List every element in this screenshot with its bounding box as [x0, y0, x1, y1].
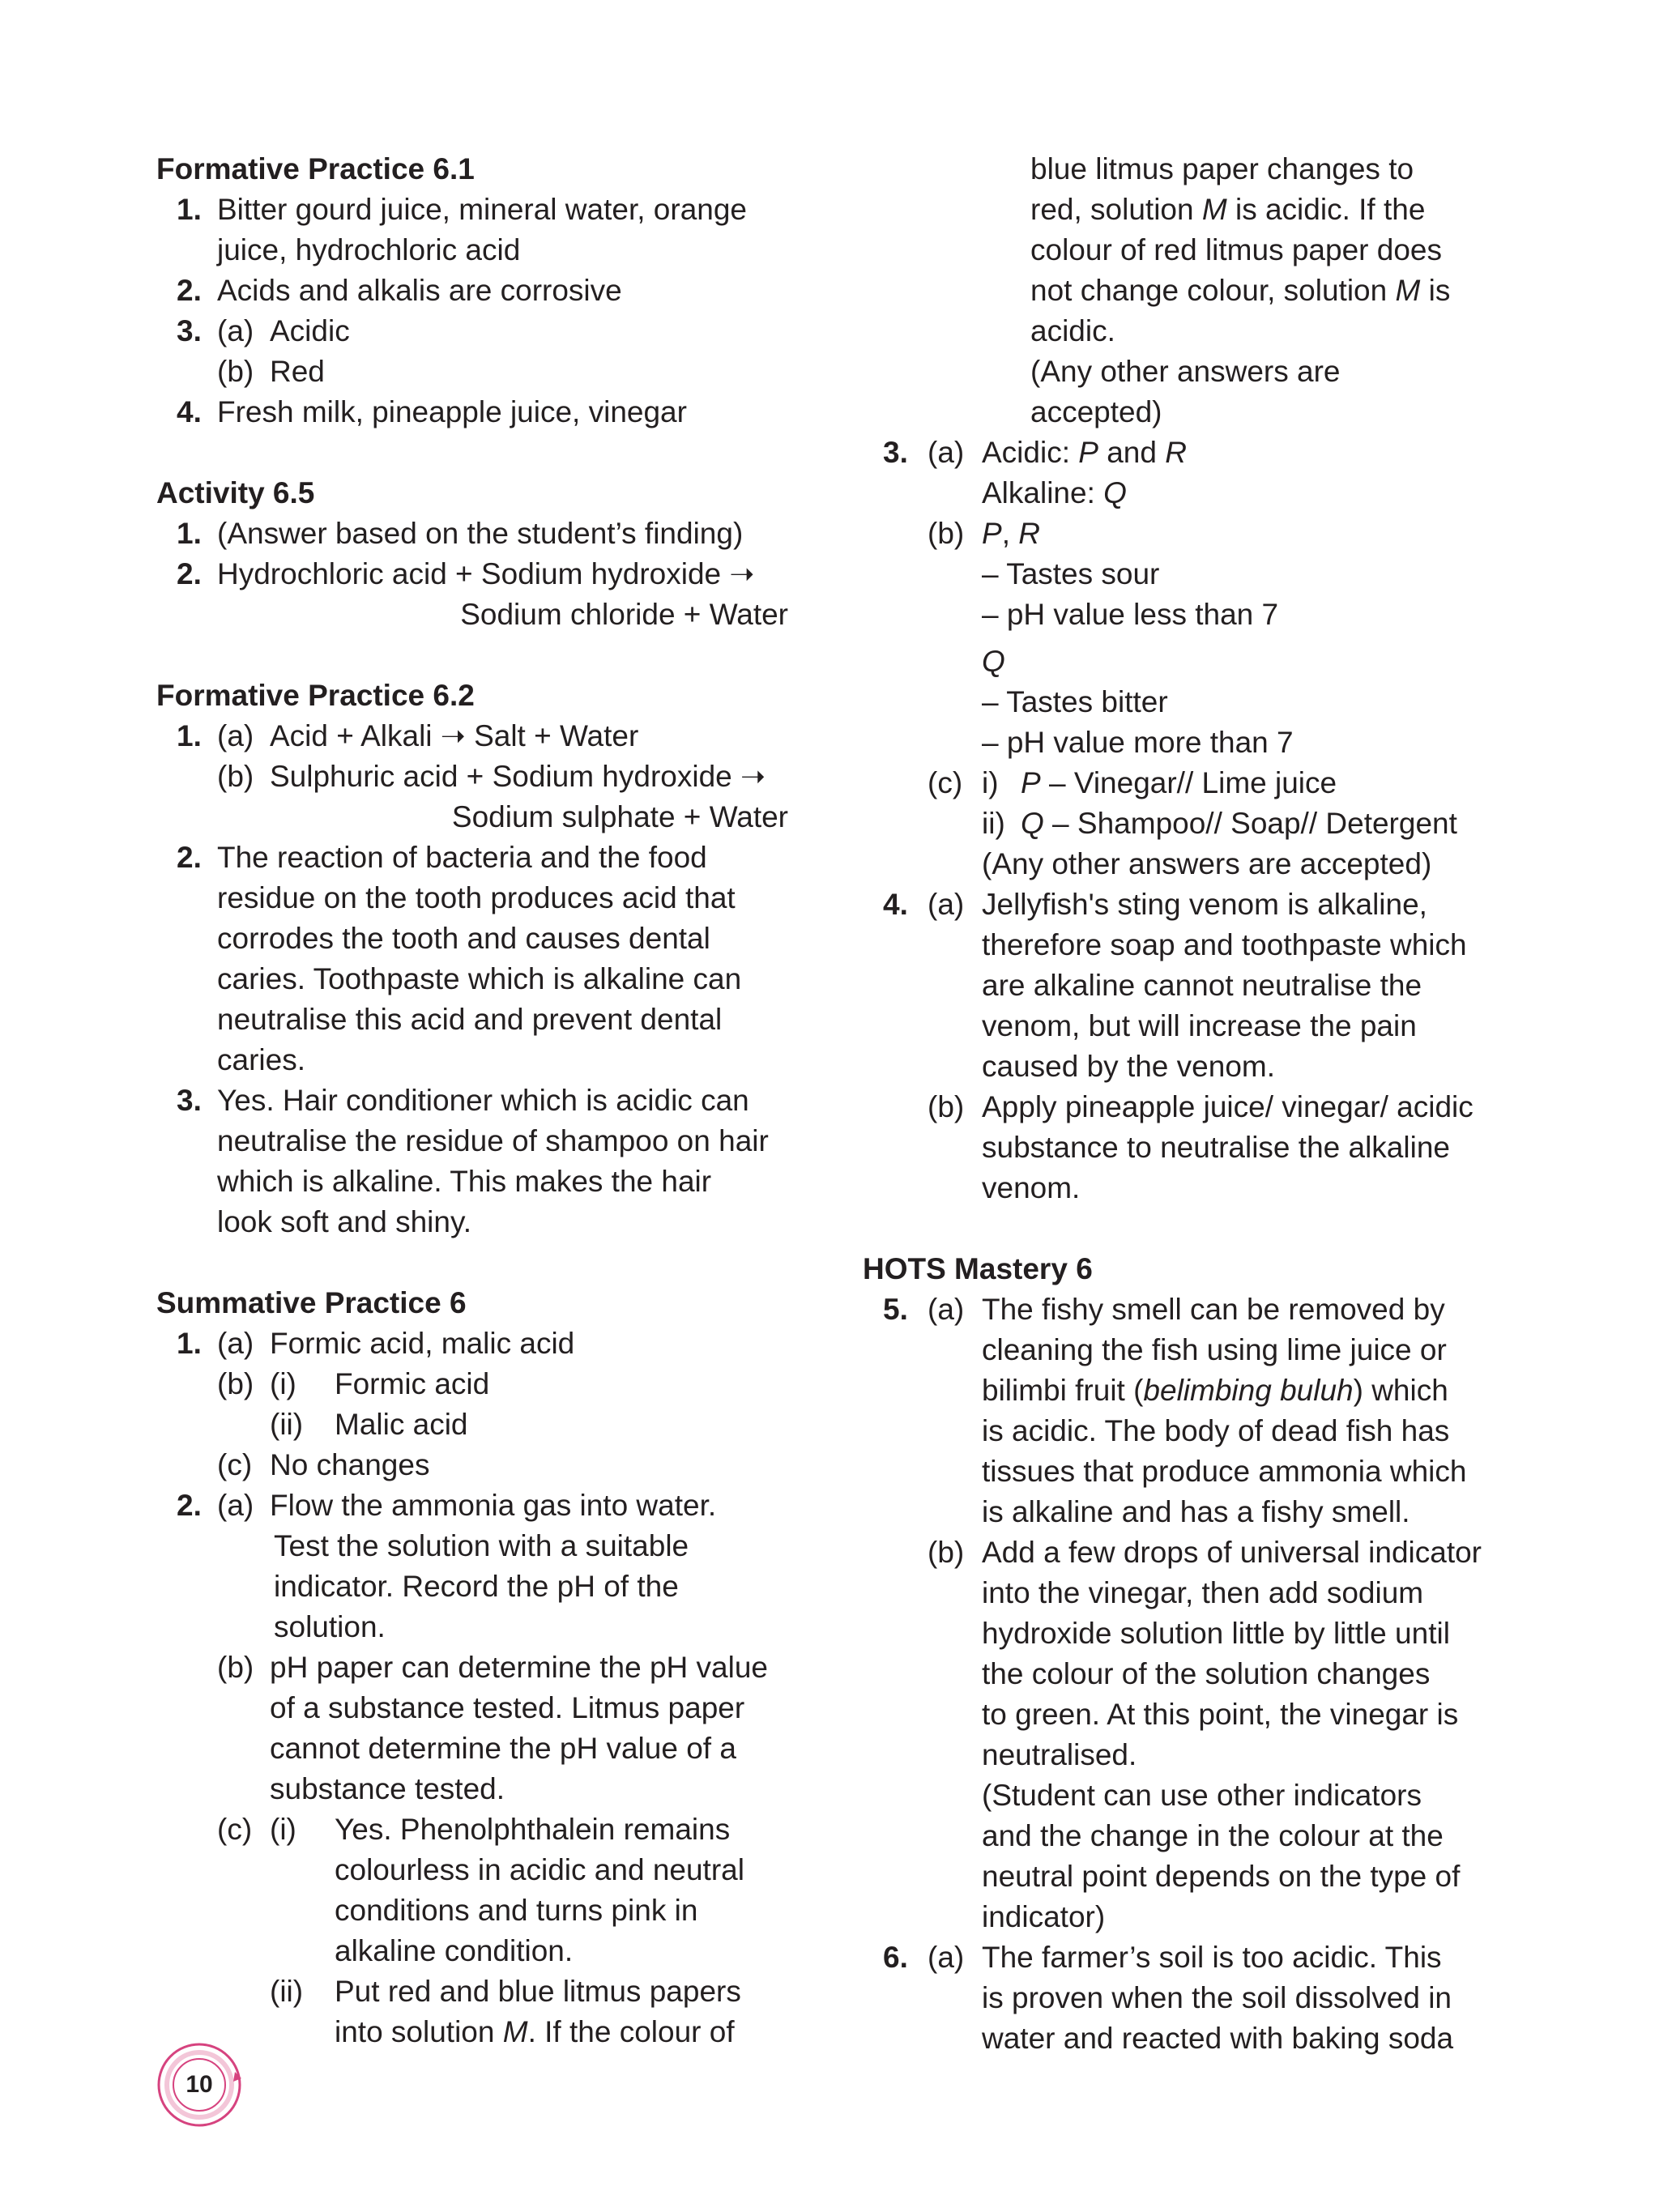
answer-line — [156, 1688, 804, 1728]
text-run: red, solution — [1030, 193, 1202, 226]
answer-text: to green. At this point, the vinegar is — [982, 1698, 1459, 1731]
answer-line — [867, 1613, 1531, 1654]
variable: M — [1201, 193, 1227, 226]
answer-line — [156, 797, 804, 837]
answer-line — [867, 1168, 1531, 1208]
question-number: 3. — [177, 314, 202, 347]
answer-text: neutralise this acid and prevent dental — [217, 1003, 723, 1036]
answer-line — [867, 352, 1531, 392]
answer-line — [156, 1121, 804, 1161]
answer-text: pH paper can determine the pH value — [270, 1651, 768, 1684]
answer-line — [156, 554, 804, 595]
sub-label: (b) — [217, 1367, 254, 1400]
answer-line — [156, 837, 804, 878]
question-number: 3. — [883, 436, 908, 469]
answer-line — [156, 1161, 804, 1202]
answer-line — [867, 1654, 1531, 1694]
question-number: 2. — [177, 557, 202, 590]
answer-text: Formic acid, malic acid — [270, 1327, 575, 1360]
answer-text: water and reacted with baking soda — [982, 2022, 1454, 2055]
sub-label: (a) — [928, 436, 965, 469]
answer-line — [867, 1006, 1531, 1046]
answer-text: corrodes the tooth and causes dental — [217, 922, 710, 955]
answer-line — [867, 1411, 1531, 1451]
answer-line — [867, 595, 1531, 635]
variable: M — [1395, 274, 1421, 307]
text-run: ) which — [1353, 1374, 1448, 1407]
sub-label: (b) — [217, 1651, 254, 1684]
answer-text — [982, 473, 1127, 514]
answer-text: venom, but will increase the pain — [982, 1009, 1417, 1042]
sub-label: (a) — [928, 1941, 965, 1974]
answer-line — [867, 1532, 1531, 1573]
text-run: – Vinegar// Lime juice — [1040, 766, 1337, 799]
summative-continuation — [867, 149, 1531, 433]
sub-label: (b) — [928, 1536, 965, 1569]
answer-line — [156, 514, 804, 554]
answer-line — [867, 311, 1531, 352]
answer-text: The farmer’s soil is too acidic. This — [982, 1941, 1442, 1974]
answer-text — [982, 433, 1187, 473]
answer-line — [156, 1809, 804, 1850]
answer-line — [867, 473, 1531, 514]
variable: P — [1021, 766, 1041, 799]
answer-line — [156, 1971, 804, 2012]
answer-text: neutralised. — [982, 1738, 1137, 1771]
answer-line — [156, 1323, 804, 1364]
answer-text: (Student can use other indicators — [982, 1779, 1422, 1812]
sub-label: (a) — [217, 1327, 254, 1360]
answer-line — [156, 1890, 804, 1931]
question-number: 1. — [177, 517, 202, 550]
answer-text: Formic acid — [335, 1367, 490, 1400]
variable: Q — [1103, 476, 1127, 509]
variable: Q — [1021, 807, 1044, 840]
text-run: Alkaline: — [982, 476, 1104, 509]
answer-line — [867, 803, 1531, 844]
answer-line — [156, 1485, 804, 1526]
answer-line — [867, 635, 1531, 682]
answer-text: (Any other answers are accepted) — [982, 847, 1432, 880]
sub-label: (i) — [270, 1367, 296, 1400]
question-number: 3. — [177, 1084, 202, 1117]
sub-label: (b) — [217, 355, 254, 388]
answer-line — [867, 1816, 1531, 1856]
answer-text: The fishy smell can be removed by — [982, 1293, 1445, 1326]
text-run: , — [1001, 517, 1019, 550]
sub-label: (i) — [270, 1813, 296, 1846]
answer-line — [867, 1856, 1531, 1897]
answer-text — [1021, 763, 1337, 803]
answer-line — [156, 1526, 804, 1566]
answer-line — [156, 1728, 804, 1769]
answer-line — [156, 1040, 804, 1080]
answer-line — [156, 1607, 804, 1647]
answer-text: – Tastes bitter — [982, 685, 1168, 718]
answer-line — [156, 1404, 804, 1445]
answer-line — [867, 149, 1531, 190]
answer-text: is proven when the soil dissolved in — [982, 1981, 1452, 2014]
text-run: Acidic: — [982, 436, 1079, 469]
sub-label: (c) — [217, 1448, 253, 1481]
sub-label: (a) — [928, 1293, 965, 1326]
answer-text: Put red and blue litmus papers — [335, 1975, 741, 2008]
answer-text: Add a few drops of universal indicator — [982, 1536, 1482, 1569]
answer-line — [156, 352, 804, 392]
sub-label: (b) — [928, 1090, 965, 1123]
answer-text: residue on the tooth produces acid that — [217, 881, 736, 914]
answer-line — [867, 1127, 1531, 1168]
activity-6-5 — [156, 473, 804, 635]
sub-label: (a) — [217, 314, 254, 347]
answer-line — [867, 1978, 1531, 2018]
answer-line — [867, 1937, 1531, 1978]
answer-text: of a substance tested. Litmus paper — [270, 1691, 745, 1724]
answer-line — [867, 925, 1531, 965]
section-heading: Activity 6.5 — [156, 476, 315, 509]
answer-text: conditions and turns pink in — [335, 1894, 698, 1927]
answer-text — [1030, 190, 1425, 230]
variable: Q — [982, 645, 1005, 678]
answer-text: alkaline condition. — [335, 1934, 574, 1967]
answer-line — [867, 1735, 1531, 1775]
answer-line — [156, 1445, 804, 1485]
variable: R — [1165, 436, 1187, 469]
sub-label: i) — [982, 766, 999, 799]
variable: M — [502, 2015, 528, 2048]
section-heading: HOTS Mastery 6 — [863, 1252, 1093, 1285]
answer-line — [867, 1046, 1531, 1087]
answer-line — [156, 878, 804, 918]
answer-text: indicator) — [982, 1900, 1106, 1933]
answer-text: Acid + Alkali ➝ Salt + Water — [270, 719, 639, 752]
answer-line — [156, 1931, 804, 1971]
answer-line — [156, 1364, 804, 1404]
answer-text — [982, 1370, 1448, 1411]
answer-line — [867, 1370, 1531, 1411]
answer-line — [156, 1850, 804, 1890]
answer-line — [867, 682, 1531, 722]
text-run: is acidic. If the — [1226, 193, 1426, 226]
answer-text: therefore soap and toothpaste which — [982, 928, 1467, 961]
sub-label: (c) — [928, 766, 963, 799]
answer-line — [867, 1897, 1531, 1937]
answer-text: substance to neutralise the alkaline — [982, 1131, 1450, 1164]
answer-text: caries. — [217, 1043, 305, 1076]
answer-line — [867, 230, 1531, 271]
answer-line — [867, 763, 1531, 803]
answer-text: acidic. — [1030, 314, 1115, 347]
answer-text: is alkaline and has a fishy smell. — [982, 1495, 1410, 1528]
sub-label: (b) — [928, 517, 965, 550]
answer-line — [867, 722, 1531, 763]
answer-text: the colour of the solution changes — [982, 1657, 1431, 1690]
right-column — [863, 149, 1531, 2059]
answer-line — [867, 1492, 1531, 1532]
text-run: . If the colour of — [527, 2015, 735, 2048]
answer-line — [867, 1775, 1531, 1816]
answer-text: Hydrochloric acid + Sodium hydroxide ➝ — [217, 557, 755, 590]
formative-practice-6-1 — [156, 149, 804, 433]
answer-line — [867, 1451, 1531, 1492]
answer-text: which is alkaline. This makes the hair — [217, 1165, 712, 1198]
answer-text: The reaction of bacteria and the food — [217, 841, 707, 874]
answer-line — [867, 392, 1531, 433]
answer-text: Jellyfish's sting venom is alkaline, — [982, 888, 1427, 921]
question-3 — [867, 433, 1531, 884]
answer-text: colourless in acidic and neutral — [335, 1853, 744, 1886]
text-run: not change colour, solution — [1030, 274, 1396, 307]
question-number: 1. — [177, 719, 202, 752]
answer-line — [867, 1330, 1531, 1370]
answer-text: Sodium chloride + Water — [460, 598, 788, 631]
question-number: 2. — [177, 274, 202, 307]
answer-text: neutral point depends on the type of — [982, 1860, 1461, 1893]
answer-line — [867, 1289, 1531, 1330]
answer-text: into the vinegar, then add sodium — [982, 1576, 1424, 1609]
answer-text: and the change in the colour at the — [982, 1819, 1444, 1852]
answer-line — [156, 757, 804, 797]
answer-text: (Any other answers are — [1030, 355, 1341, 388]
answer-line — [156, 595, 804, 635]
answer-text: substance tested. — [270, 1772, 505, 1805]
section-heading: Summative Practice 6 — [156, 1286, 467, 1319]
answer-line — [867, 884, 1531, 925]
answer-text: – pH value more than 7 — [982, 726, 1294, 759]
text-run: is — [1420, 274, 1451, 307]
sub-label: (a) — [217, 1489, 254, 1522]
question-number: 1. — [177, 193, 202, 226]
hots-mastery-6 — [863, 1249, 1531, 2059]
sub-label: (ii) — [270, 1408, 304, 1441]
answer-line — [867, 271, 1531, 311]
answer-line — [867, 1087, 1531, 1127]
answer-line — [156, 230, 804, 271]
answer-line — [867, 514, 1531, 554]
answer-line — [867, 2018, 1531, 2059]
answer-text: venom. — [982, 1171, 1081, 1204]
answer-text: blue litmus paper changes to — [1030, 152, 1414, 185]
question-number: 4. — [177, 395, 202, 428]
answer-text: accepted) — [1030, 395, 1162, 428]
answer-line — [867, 433, 1531, 473]
answer-text: Fresh milk, pineapple juice, vinegar — [217, 395, 687, 428]
answer-text — [982, 514, 1040, 554]
answer-text: Malic acid — [335, 1408, 468, 1441]
sub-label: (ii) — [270, 1975, 304, 2008]
answer-text: Yes. Hair conditioner which is acidic can — [217, 1084, 749, 1117]
text-run: bilimbi fruit ( — [982, 1374, 1144, 1407]
answer-line — [867, 190, 1531, 230]
answer-text: are alkaline cannot neutralise the — [982, 969, 1422, 1002]
answer-text: – pH value less than 7 — [982, 598, 1279, 631]
sub-label: (c) — [217, 1813, 253, 1846]
answer-text — [1030, 271, 1450, 311]
sub-label: ii) — [982, 807, 1005, 840]
answer-line — [156, 999, 804, 1040]
sub-label: (b) — [217, 760, 254, 793]
answer-text: (Answer based on the student’s finding) — [217, 517, 744, 550]
answer-line — [867, 965, 1531, 1006]
answer-text: Acidic — [270, 314, 350, 347]
answer-line — [156, 2012, 804, 2052]
italic-term: belimbing buluh — [1143, 1374, 1354, 1407]
answer-line — [156, 918, 804, 959]
answer-line — [867, 554, 1531, 595]
sub-label: (a) — [217, 719, 254, 752]
section-heading: Formative Practice 6.1 — [156, 152, 475, 185]
answer-line — [156, 1647, 804, 1688]
answer-line — [156, 1080, 804, 1121]
answer-line — [867, 1694, 1531, 1735]
answer-text: No changes — [270, 1448, 430, 1481]
answer-line — [156, 190, 804, 230]
answer-line — [156, 1566, 804, 1607]
answer-line — [867, 1573, 1531, 1613]
question-number: 6. — [883, 1941, 908, 1974]
answer-line — [156, 392, 804, 433]
answer-text: tissues that produce ammonia which — [982, 1455, 1467, 1488]
answer-text: Bitter gourd juice, mineral water, orange — [217, 193, 748, 226]
question-number: 2. — [177, 841, 202, 874]
answer-text: Acids and alkalis are corrosive — [217, 274, 622, 307]
answer-line — [156, 716, 804, 757]
answer-line — [156, 311, 804, 352]
answer-text: is acidic. The body of dead fish has — [982, 1414, 1450, 1447]
variable: P — [982, 517, 1002, 550]
summative-practice-6 — [156, 1283, 804, 2052]
answer-text: Apply pineapple juice/ vinegar/ acidic — [982, 1090, 1473, 1123]
sub-label: (a) — [928, 888, 965, 921]
variable: P — [1078, 436, 1098, 469]
question-number: 4. — [883, 888, 908, 921]
answer-text: Sulphuric acid + Sodium hydroxide ➝ — [270, 760, 766, 793]
text-run: and — [1098, 436, 1166, 469]
answer-line — [156, 1202, 804, 1242]
text-run: – Shampoo// Soap// Detergent — [1043, 807, 1457, 840]
answer-text: Flow the ammonia gas into water. — [270, 1489, 717, 1522]
answer-line — [867, 844, 1531, 884]
answer-text: indicator. Record the pH of the — [274, 1570, 679, 1603]
text-run: into solution — [335, 2015, 503, 2048]
answer-text: Yes. Phenolphthalein remains — [335, 1813, 731, 1846]
answer-text: – Tastes sour — [982, 557, 1160, 590]
question-number: 5. — [883, 1293, 908, 1326]
answer-text: colour of red litmus paper does — [1030, 233, 1442, 266]
answer-text — [335, 2012, 735, 2052]
answer-text: cleaning the fish using lime juice or — [982, 1333, 1447, 1366]
answer-text — [1021, 803, 1457, 844]
answer-text: solution. — [274, 1610, 386, 1643]
answer-text: neutralise the residue of shampoo on hair — [217, 1124, 769, 1157]
question-number: 2. — [177, 1489, 202, 1522]
section-heading: Formative Practice 6.2 — [156, 679, 475, 712]
question-4 — [867, 884, 1531, 1208]
answer-text: hydroxide solution little by little until — [982, 1617, 1450, 1650]
answer-text: look soft and shiny. — [217, 1205, 471, 1238]
question-number: 1. — [177, 1327, 202, 1360]
variable: R — [1018, 517, 1040, 550]
answer-text: juice, hydrochloric acid — [217, 233, 521, 266]
page-number: 10 — [186, 2071, 213, 2098]
left-column — [156, 149, 804, 2052]
answer-line — [156, 1769, 804, 1809]
answer-line — [156, 271, 804, 311]
answer-line — [156, 959, 804, 999]
answer-text: caries. Toothpaste which is alkaline can — [217, 962, 742, 995]
answer-text: Sodium sulphate + Water — [451, 800, 788, 833]
formative-practice-6-2 — [156, 676, 804, 1242]
answer-text: Test the solution with a suitable — [274, 1529, 689, 1562]
answer-text: cannot determine the pH value of a — [270, 1732, 736, 1765]
answer-text: Red — [270, 355, 325, 388]
answer-text: caused by the venom. — [982, 1050, 1275, 1083]
